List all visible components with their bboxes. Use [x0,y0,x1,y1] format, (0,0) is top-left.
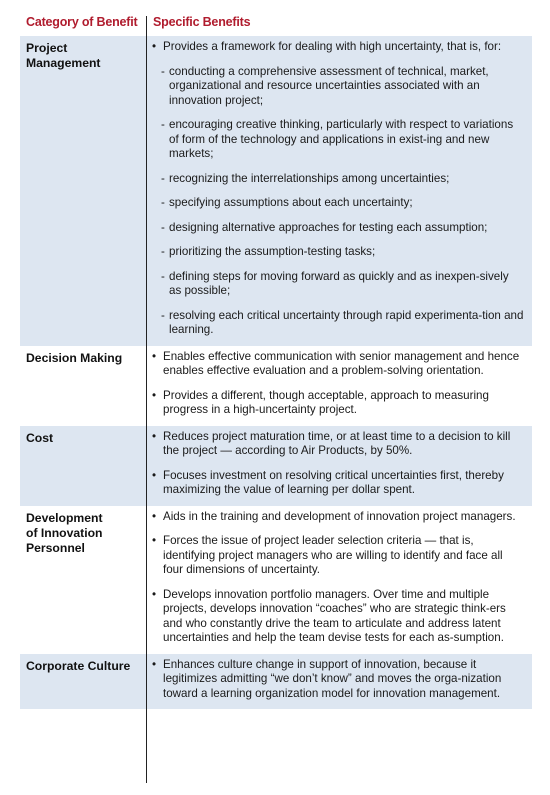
category-development-of-innovation-personnel: Development of Innovation Personnel [26,510,103,555]
benefit-bullet: • Reduces project maturation time, or at least time to a decision to kill the project — according to Air Products, by 50%. [152,430,524,459]
benefit-bullet: • Provides a framework for dealing with high uncertainty, that is, for: [152,40,524,55]
benefit-subitem: - defining steps for moving forward as quickly and as inexpen-sively as possible; [152,270,524,299]
benefits-cell [152,36,532,346]
benefit-subitem: - encouraging creative thinking, particularly with respect to variations of form of the technology and applications in exist-ing and new markets; [152,118,524,162]
table-row [20,36,532,346]
benefit-bullet: • Forces the issue of project leader selection criteria — that is, identifying project managers who are willing to identify and face all four dimensions of uncertainty. [152,534,524,578]
column-header-category: Category of Benefit [26,15,138,29]
benefits-table [20,12,532,709]
benefit-bullet: • Enhances culture change in support of innovation, because it legitimizes admitting “we don’t know” and moves the orga-nization toward a learning organization model for innovation management. [152,658,524,702]
benefit-subitem: - specifying assumptions about each uncertainty; [152,196,524,211]
benefit-subitem: - prioritizing the assumption-testing tasks; [152,245,524,260]
table-row [20,346,532,426]
column-header-specific-benefits: Specific Benefits [153,15,251,29]
benefit-subitem: - conducting a comprehensive assessment of technical, market, organizational and resource uncertainties associated with an innovation project; [152,65,524,109]
benefit-bullet: • Develops innovation portfolio managers. Over time and multiple projects, develops innovation “coaches” who are strategic think-ers and who constantly drive the team to articulate and address latent uncertainties and help the team devise tests for each as-sumption. [152,588,524,646]
benefit-subitem: - resolving each critical uncertainty through rapid experimenta-tion and learning. [152,309,524,338]
table-row [20,426,532,506]
benefit-bullet: • Enables effective communication with senior management and hence enables effective evaluation and a problem-solving orientation. [152,350,524,379]
benefits-cell [152,346,532,426]
benefits-cell [152,506,532,654]
benefit-subitem: - recognizing the interrelationships among uncertainties; [152,172,524,187]
category-project-management: Project Management [26,41,101,70]
column-divider [146,16,147,783]
category-corporate-culture: Corporate Culture [26,658,131,673]
benefit-subitem: - designing alternative approaches for testing each assumption; [152,221,524,236]
benefits-cell [152,426,532,506]
table-row [20,506,532,654]
benefit-bullet: • Provides a different, though acceptable, approach to measuring progress in a high-uncertainty project. [152,389,524,418]
table-row [20,654,532,710]
benefit-bullet: • Aids in the training and development of innovation project managers. [152,510,524,525]
benefit-bullet: • Focuses investment on resolving critical uncertainties first, thereby maximizing the value of learning per dollar spent. [152,469,524,498]
category-cost: Cost [26,430,54,445]
table-header [20,12,532,36]
benefits-cell [152,654,532,710]
category-decision-making: Decision Making [26,350,123,365]
